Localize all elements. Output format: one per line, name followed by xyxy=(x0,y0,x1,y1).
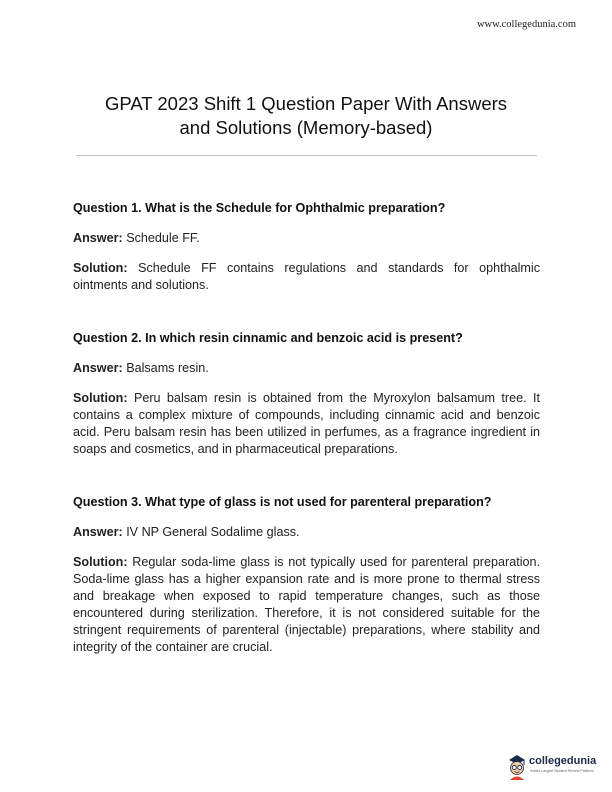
document-title-line2: and Solutions (Memory-based) xyxy=(179,117,433,138)
solution-label: Solution: xyxy=(73,555,128,569)
collegedunia-logo[interactable] xyxy=(506,752,612,782)
document-title xyxy=(40,92,572,140)
question-2 xyxy=(73,330,540,458)
question-3-answer xyxy=(73,524,540,541)
question-1 xyxy=(73,200,540,294)
questions-list xyxy=(73,200,540,692)
logo-tagline: India's Largest Student Review Platform xyxy=(530,769,594,773)
solution-text: Regular soda-lime glass is not typically used for parenteral preparation. Soda-lime glass has a higher expansion rate and is more prone to thermal stress and breakage when exposed to rapid temperature changes, such as those encountered during sterilization. Therefore, it is not considered suitable for the stringent requirements of parenteral (injectable) preparations, where stability and integrity of the container are crucial. xyxy=(73,555,540,654)
solution-label: Solution: xyxy=(73,261,128,275)
question-2-answer xyxy=(73,360,540,377)
answer-text: IV NP General Sodalime glass. xyxy=(126,525,300,539)
question-2-title: Question 2. In which resin cinnamic and benzoic acid is present? xyxy=(73,331,463,345)
question-3-title: Question 3. What type of glass is not used for parenteral preparation? xyxy=(73,495,492,509)
document-title-line1: GPAT 2023 Shift 1 Question Paper With Answers xyxy=(104,93,508,114)
answer-text: Schedule FF. xyxy=(126,231,200,245)
answer-label: Answer: xyxy=(73,525,123,539)
question-3-solution xyxy=(73,554,540,656)
answer-label: Answer: xyxy=(73,361,123,375)
mascot-icon xyxy=(506,752,528,780)
solution-label: Solution: xyxy=(73,391,128,405)
answer-label: Answer: xyxy=(73,231,123,245)
solution-text: Peru balsam resin is obtained from the Myroxylon balsamum tree. It contains a complex mixture of compounds, including cinnamic acid and benzoic acid. Peru balsam resin has been utilized in perfumes, as a fragrance ingredient in soaps and cosmetics, and in pharmaceutical preparations. xyxy=(73,391,541,456)
question-1-title: Question 1. What is the Schedule for Ophthalmic preparation? xyxy=(73,201,446,215)
question-1-solution xyxy=(73,260,540,294)
site-url[interactable]: www.collegedunia.com xyxy=(476,19,576,30)
solution-text: Schedule FF contains regulations and standards for ophthalmic ointments and solutions. xyxy=(73,261,541,292)
title-divider xyxy=(76,155,537,156)
answer-text: Balsams resin. xyxy=(126,361,209,375)
question-1-answer xyxy=(73,230,540,247)
logo-text: collegedunia xyxy=(529,755,597,767)
question-3 xyxy=(73,494,540,656)
question-2-solution xyxy=(73,390,540,458)
